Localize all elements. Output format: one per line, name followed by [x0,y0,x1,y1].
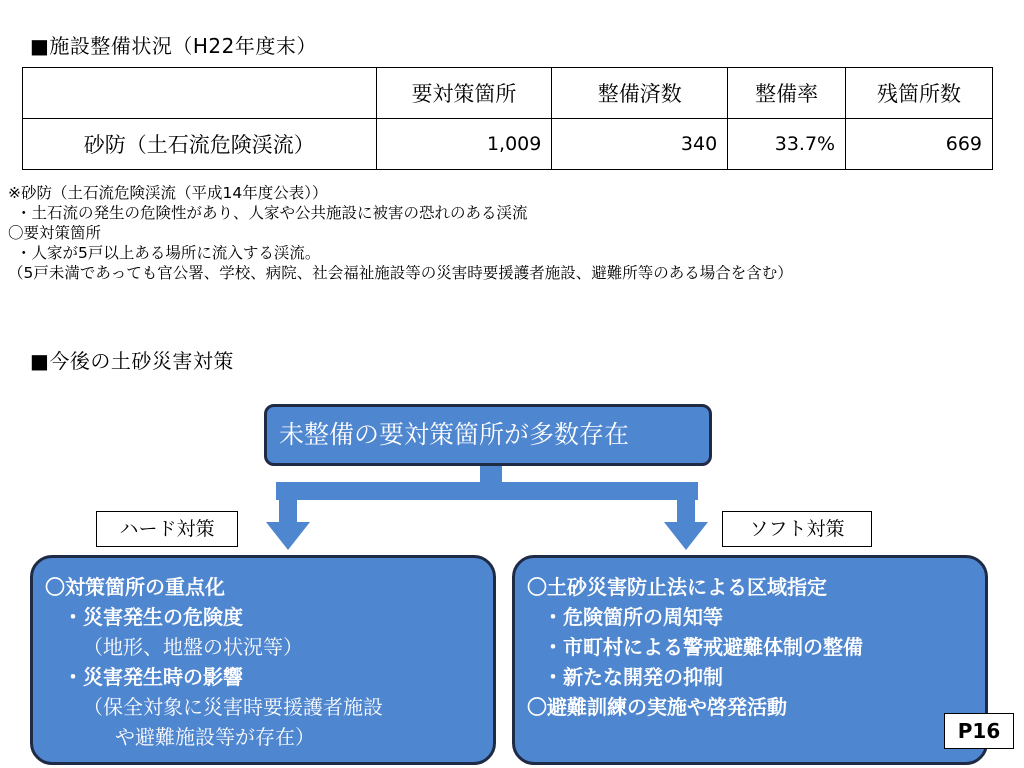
section-title-facility-status: ■施設整備状況（H22年度末） [30,34,317,58]
soft-measures-label: ソフト対策 [722,511,872,547]
hard-measures-box [30,555,496,765]
hard-item: ・災害発生の危険度 [63,605,243,629]
arrow-down-right-icon [664,522,708,550]
issue-box: 未整備の要対策箇所が多数存在 [264,404,712,466]
arrow-crossbar [276,482,698,500]
table-header-cell: 残箇所数 [846,68,993,119]
arrow-right-stem [677,482,695,524]
soft-item: ・市町村による警戒避難体制の整備 [543,635,863,659]
soft-item: 〇避難訓練の実施や啓発活動 [527,695,787,719]
table-header-cell: 整備済数 [552,68,728,119]
soft-item: ・新たな開発の抑制 [543,665,723,689]
note-line: ・人家が5戸以上ある場所に流入する渓流。 [16,244,321,262]
arrow-down-left-icon [266,522,310,550]
soft-item: 〇土砂災害防止法による区域指定 [527,575,827,599]
table-header-cell: 整備率 [728,68,846,119]
hard-item: や避難施設等が存在） [115,725,315,749]
page-number: P16 [944,713,1014,749]
table-cell-completed: 340 [552,119,728,170]
hard-item: ・災害発生時の影響 [63,665,243,689]
table-cell-rate: 33.7% [728,119,846,170]
arrow-left-stem [279,482,297,524]
hard-measures-label: ハード対策 [96,511,238,547]
note-line: 〇要対策箇所 [8,224,102,242]
note-line: ※砂防（土石流危険渓流（平成14年度公表）） [8,184,328,202]
hard-item: （地形、地盤の状況等） [83,635,303,659]
table-cell-category: 砂防（土石流危険渓流） [23,119,377,170]
note-line: ・土石流の発生の危険性があり、人家や公共施設に被害の恐れのある渓流 [16,204,528,222]
hard-item: 〇対策箇所の重点化 [45,575,225,599]
soft-measures-box [512,555,988,765]
table-cell-required: 1,009 [376,119,552,170]
table-cell-remaining: 669 [846,119,993,170]
note-line: （5戸未満であっても官公署、学校、病院、社会福祉施設等の災害時要援護者施設、避難所等のある場合を含む） [8,264,793,282]
section-title-future-measures: ■今後の土砂災害対策 [30,349,234,373]
hard-item: （保全対象に災害時要援護者施設 [83,695,383,719]
table-header-cell: 要対策箇所 [376,68,552,119]
soft-item: ・危険箇所の周知等 [543,605,723,629]
